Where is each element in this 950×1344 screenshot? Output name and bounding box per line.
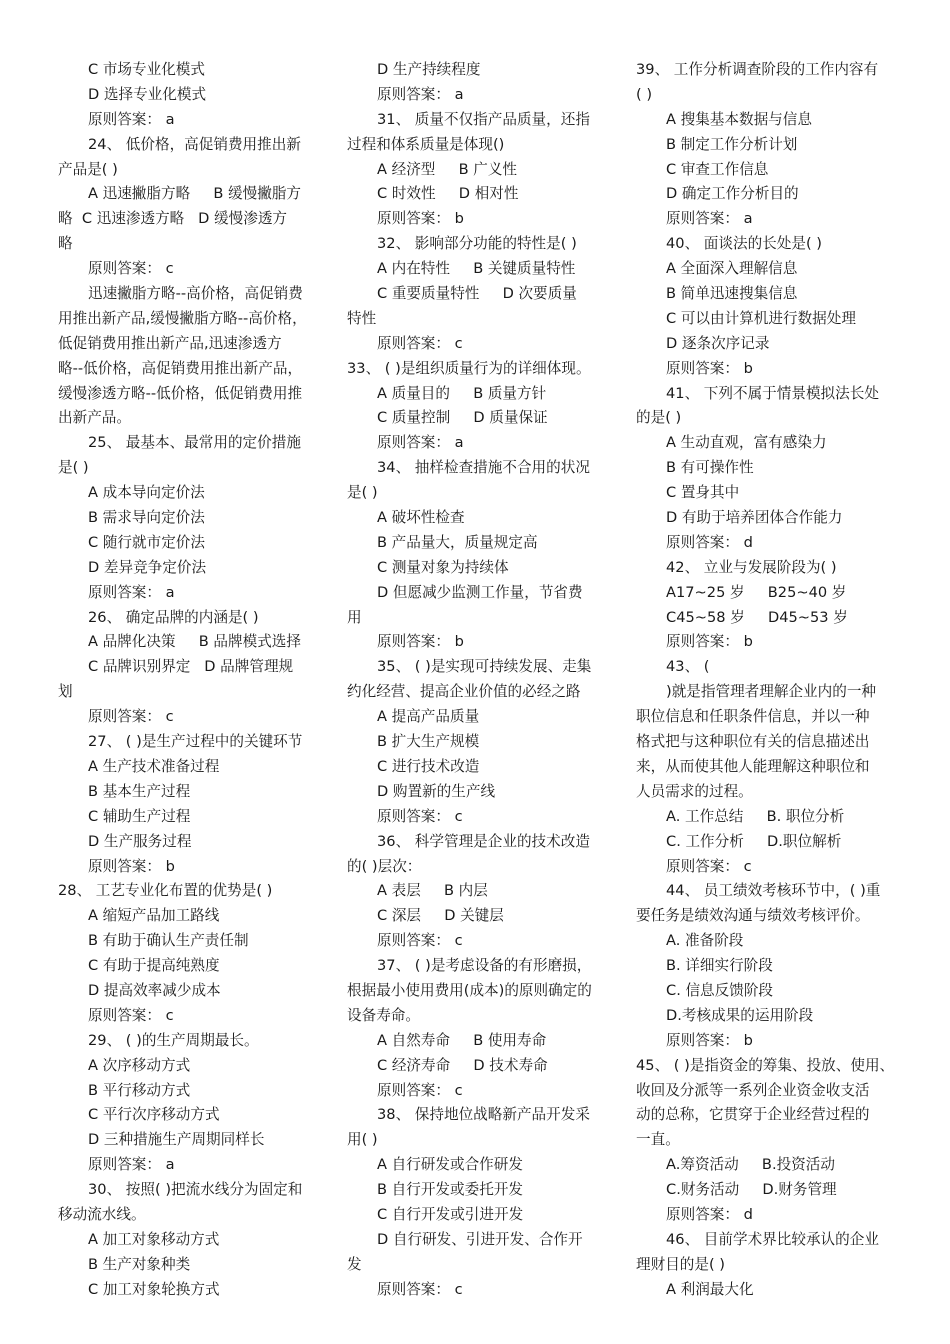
- text-line: 原则答案： c: [377, 334, 463, 352]
- text-line: 收回及分派等一系列企业资金收支活: [636, 1081, 870, 1099]
- text-line: C 有助于提高纯熟度: [88, 957, 220, 975]
- text-line: B 需求导向定价法: [88, 509, 205, 527]
- text-line: 34、 抽样检查措施不合用的状况: [377, 459, 590, 477]
- text-line: D 确定工作分析目的: [666, 185, 799, 203]
- text-line: C 自行开发或引进开发: [377, 1205, 524, 1223]
- text-line: 42、 立业与发展阶段为( ): [666, 558, 837, 576]
- text-line: 31、 质量不仅指产品质量，还指: [377, 110, 590, 128]
- text-line: 原则答案： d: [666, 1205, 753, 1223]
- text-line: D.考核成果的运用阶段: [666, 1006, 814, 1024]
- text-line: 28、 工艺专业化布置的优势是( ): [58, 882, 273, 900]
- text-line: C 时效性 D 相对性: [377, 185, 519, 203]
- text-line: B 扩大生产规模: [377, 733, 480, 751]
- text-line: 45、 ( )是指资金的筹集、投放、使用、: [636, 1056, 895, 1074]
- text-line: A 自行研发或合作研发: [377, 1156, 523, 1174]
- text-line: C 经济寿命 D 技术寿命: [377, 1056, 548, 1074]
- text-line: A.筹资活动 B.投资活动: [666, 1156, 835, 1174]
- text-line: A 生动直观，富有感染力: [666, 434, 827, 452]
- text-line: 29、 ( )的生产周期最长。: [88, 1031, 259, 1049]
- text-line: A 破坏性检查: [377, 509, 465, 527]
- text-line: B 有助于确认生产责任制: [88, 932, 249, 950]
- text-line: 原则答案： c: [377, 1280, 463, 1298]
- text-line: 36、 科学管理是企业的技术改造: [377, 832, 590, 850]
- text-line: B 平行移动方式: [88, 1081, 191, 1099]
- text-line: 一直。: [636, 1131, 680, 1149]
- text-line: 划: [58, 683, 73, 701]
- text-line: )就是指管理者理解企业内的一种: [666, 683, 877, 701]
- text-line: A 缩短产品加工路线: [88, 907, 220, 925]
- text-line: 原则答案： a: [88, 110, 175, 128]
- text-line: D 选择专业化模式: [88, 85, 207, 103]
- text-line: A 内在特性 B 关键质量特性: [377, 260, 576, 278]
- text-line: D 三种措施生产周期同样长: [88, 1131, 265, 1149]
- text-line: 理财目的是( ): [636, 1255, 725, 1273]
- text-line: 44、 员工绩效考核环节中，( )重: [666, 882, 881, 900]
- text-line: A 自然寿命 B 使用寿命: [377, 1031, 547, 1049]
- text-line: A 表层 B 内层: [377, 882, 488, 900]
- text-line: 低促销费用推出新产品,迅速渗透方: [58, 334, 282, 352]
- text-line: 27、 ( )是生产过程中的关键环节: [88, 733, 303, 751]
- text-line: 41、 下列不属于情景模拟法长处: [666, 384, 879, 402]
- text-line: C 测量对象为持续体: [377, 558, 509, 576]
- text-line: 设备寿命。: [347, 1006, 420, 1024]
- text-line: 原则答案： b: [88, 857, 175, 875]
- text-line: B. 详细实行阶段: [666, 957, 773, 975]
- text-line: A 加工对象移动方式: [88, 1230, 220, 1248]
- text-line: C 重要质量特性 D 次要质量: [377, 285, 577, 303]
- text-line: 25、 最基本、最常用的定价措施: [88, 434, 301, 452]
- text-line: D 购置新的生产线: [377, 782, 496, 800]
- text-line: 30、 按照( )把流水线分为固定和: [88, 1181, 303, 1199]
- text-line: A 品牌化决策 B 品牌模式选择: [88, 633, 301, 651]
- text-line: 43、 (: [666, 658, 710, 676]
- text-line: A 次序移动方式: [88, 1056, 191, 1074]
- text-line: A 经济型 B 广义性: [377, 160, 518, 178]
- text-line: C 深层 D 关键层: [377, 907, 504, 925]
- text-line: 原则答案： a: [88, 583, 175, 601]
- text-line: 特性: [347, 309, 377, 327]
- text-line: C 平行次序移动方式: [88, 1106, 220, 1124]
- text-line: C 辅助生产过程: [88, 807, 191, 825]
- text-line: B 基本生产过程: [88, 782, 191, 800]
- text-line: 原则答案： b: [666, 1031, 753, 1049]
- text-line: 原则答案： c: [88, 260, 174, 278]
- text-line: B 简单迅速搜集信息: [666, 285, 798, 303]
- text-line: C 置身其中: [666, 484, 740, 502]
- text-line: 移动流水线。: [58, 1205, 146, 1223]
- text-line: 出新产品。: [58, 409, 131, 427]
- text-line: 来，从而使其他人能理解这种职位和: [636, 757, 870, 775]
- text-line: A 质量目的 B 质量方针: [377, 384, 547, 402]
- text-line: C. 工作分析 D.职位解析: [666, 832, 842, 850]
- text-line: 用( ): [347, 1131, 378, 1149]
- text-line: A 成本导向定价法: [88, 484, 205, 502]
- text-line: 35、 ( )是实现可持续发展、走集: [377, 658, 592, 676]
- text-line: A 利润最大化: [666, 1280, 754, 1298]
- text-line: C. 信息反馈阶段: [666, 981, 774, 999]
- text-line: 原则答案： c: [666, 857, 752, 875]
- text-line: 是( ): [58, 459, 89, 477]
- text-line: C45~58 岁 D45~53 岁: [666, 608, 848, 626]
- text-line: C.财务活动 D.财务管理: [666, 1181, 837, 1199]
- text-line: 原则答案： c: [377, 932, 463, 950]
- text-line: 缓慢渗透方略--低价格，低促销费用推: [58, 384, 303, 402]
- text-line: C 质量控制 D 质量保证: [377, 409, 548, 427]
- text-line: 原则答案： c: [88, 708, 174, 726]
- text-line: 33、 ( )是组织质量行为的详细体现。: [347, 359, 591, 377]
- text-line: B 自行开发或委托开发: [377, 1181, 523, 1199]
- text-line: 人员需求的过程。: [636, 782, 753, 800]
- text-line: 原则答案： a: [377, 434, 464, 452]
- text-line: A 生产技术准备过程: [88, 757, 220, 775]
- text-line: 的是( ): [636, 409, 682, 427]
- text-line: 发: [347, 1255, 362, 1273]
- text-line: A. 准备阶段: [666, 932, 744, 950]
- text-line: 原则答案： a: [377, 85, 464, 103]
- text-line: 要任务是绩效沟通与绩效考核评价。: [636, 907, 870, 925]
- text-line: B 产品量大，质量规定高: [377, 533, 538, 551]
- text-line: 原则答案： b: [377, 210, 464, 228]
- text-line: 用推出新产品,缓慢撇脂方略--高价格，: [58, 309, 307, 327]
- text-line: 原则答案： c: [377, 807, 463, 825]
- text-line: B 制定工作分析计划: [666, 135, 798, 153]
- text-line: ( ): [636, 85, 653, 103]
- text-line: 原则答案： c: [88, 1006, 174, 1024]
- text-line: C 随行就市定价法: [88, 533, 205, 551]
- text-line: 过程和体系质量是体现(): [347, 135, 505, 153]
- text-column-1: [58, 58, 314, 1303]
- text-line: 略 C 迅速渗透方略 D 缓慢渗透方: [58, 210, 288, 228]
- text-line: 根据最小使用费用(成本)的原则确定的: [347, 981, 592, 999]
- text-line: D 但愿减少监测工作量，节省费: [377, 583, 583, 601]
- text-line: B 生产对象种类: [88, 1255, 191, 1273]
- text-line: 39、 工作分析调查阶段的工作内容有: [636, 61, 879, 78]
- text-line: 原则答案： b: [377, 633, 464, 651]
- text-line: C 可以由计算机进行数据处理: [666, 309, 856, 327]
- text-line: 略--低价格，高促销费用推出新产品，: [58, 359, 303, 377]
- text-line: D 逐条次序记录: [666, 334, 770, 352]
- text-line: D 生产持续程度: [377, 61, 481, 78]
- text-line: 原则答案： b: [666, 359, 753, 377]
- text-line: C 品牌识别界定 D 品牌管理规: [88, 658, 294, 676]
- text-line: A 全面深入理解信息: [666, 260, 798, 278]
- text-line: A. 工作总结 B. 职位分析: [666, 807, 845, 825]
- text-line: 迅速撇脂方略--高价格，高促销费: [88, 285, 303, 303]
- text-line: D 有助于培养团体合作能力: [666, 509, 843, 527]
- text-column-3: [636, 58, 894, 1303]
- text-line: 约化经营、提高企业价值的必经之路: [347, 683, 581, 701]
- text-line: 原则答案： c: [377, 1081, 463, 1099]
- text-line: C 加工对象轮换方式: [88, 1280, 220, 1298]
- text-line: C 市场专业化模式: [88, 61, 205, 78]
- text-line: D 自行研发、引进开发、合作开: [377, 1230, 583, 1248]
- text-line: 40、 面谈法的长处是( ): [666, 235, 822, 253]
- text-line: 46、 目前学术界比较承认的企业: [666, 1230, 879, 1248]
- text-line: 26、 确定品牌的内涵是( ): [88, 608, 259, 626]
- text-line: 原则答案： b: [666, 633, 753, 651]
- text-line: A 搜集基本数据与信息: [666, 110, 812, 128]
- text-line: 的( )层次：: [347, 857, 422, 875]
- text-line: 职位信息和任职条件信息，并以一种: [636, 708, 870, 726]
- text-column-2: [347, 58, 603, 1303]
- text-line: 是( ): [347, 484, 378, 502]
- text-line: 37、 ( )是考虑设备的有形磨损，: [377, 957, 592, 975]
- text-line: 原则答案： a: [88, 1156, 175, 1174]
- text-line: 38、 保持地位战略新产品开发采: [377, 1106, 590, 1124]
- text-line: C 进行技术改造: [377, 757, 480, 775]
- text-line: 动的总称，它贯穿于企业经营过程的: [636, 1106, 870, 1124]
- text-line: D 差异竞争定价法: [88, 558, 207, 576]
- text-line: B 有可操作性: [666, 459, 754, 477]
- text-line: D 提高效率减少成本: [88, 981, 221, 999]
- text-line: D 生产服务过程: [88, 832, 192, 850]
- text-line: A 提高产品质量: [377, 708, 480, 726]
- text-line: 产品是( ): [58, 160, 118, 178]
- text-line: 原则答案： d: [666, 533, 753, 551]
- text-line: 24、 低价格，高促销费用推出新: [88, 135, 301, 153]
- text-line: 用: [347, 608, 362, 626]
- text-line: 32、 影响部分功能的特性是( ): [377, 235, 577, 253]
- text-line: 原则答案： a: [666, 210, 753, 228]
- text-line: 略: [58, 235, 73, 253]
- text-line: A17~25 岁 B25~40 岁: [666, 583, 847, 601]
- text-line: 格式把与这种职位有关的信息描述出: [636, 733, 870, 751]
- text-line: A 迅速撇脂方略 B 缓慢撇脂方: [88, 185, 301, 203]
- text-line: C 审查工作信息: [666, 160, 769, 178]
